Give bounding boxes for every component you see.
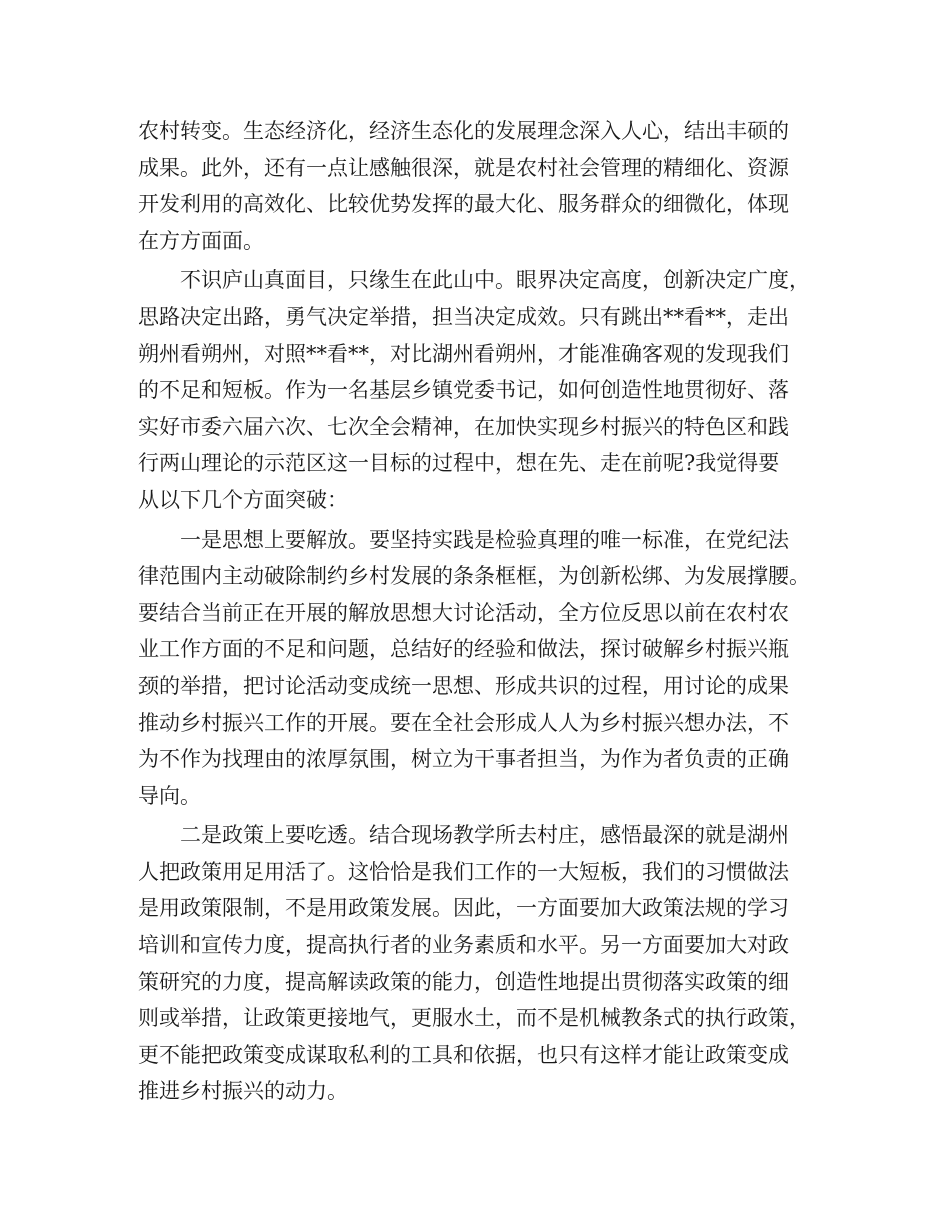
- paragraph-4: 二是政策上要吃透。结合现场教学所去村庄，感悟最深的就是湖州 人把政策用足用活了。这恰恰是我们工作的一大短板，我们的习惯做法 是用政策限制，不是用政策发展。因此，一方面要加大政策法规的学习 培训和宣传力度，提高执行者的业务素质和水平。另一方面要加大对政 策研究的力度，提高解读政策的能力，创造性地提出贯彻落实政策的细 则或举措，让政策更接地气，更服水土，而不是机械教条式的执行政策， 更不能把政策变成谋取私利的工具和依据，也只有这样才能让政策变成 推进乡村振兴的动力。: [138, 823, 810, 1104]
- paragraph-3: 一是思想上要解放。要坚持实践是检验真理的唯一标准，在党纪法 律范围内主动破除制约乡村发展的条条框框，为创新松绑、为发展撑腰。 要结合当前正在开展的解放思想大讨论活动，全方位反思以前在农村农 业工作方面的不足和问题，总结好的经验和做法，探讨破解乡村振兴瓶 颈的举措，把讨论活动变成统一思想、形成共识的过程，用讨论的成果 推动乡村振兴工作的开展。要在全社会形成人人为乡村振兴想办法，不 为不作为找理由的浓厚氛围，树立为干事者担当，为作为者负责的正确 导向。: [138, 527, 810, 808]
- paragraph-1: 农村转变。生态经济化，经济生态化的发展理念深入人心，结出丰硕的 成果。此外，还有一点让感触很深，就是农村社会管理的精细化、资源 开发利用的高效化、比较优势发挥的最大化、服务群众的细微化，体现 在方方面面。: [138, 119, 789, 253]
- document-body: [138, 113, 828, 1110]
- paragraph-2: 不识庐山真面目，只缘生在此山中。眼界决定高度，创新决定广度， 思路决定出路，勇气决定举措，担当决定成效。只有跳出**看**，走出 朔州看朔州，对照**看**，对比湖州看朔州，才能准确客观的发现我们 的不足和短板。作为一名基层乡镇党委书记，如何创造性地贯彻好、落 实好市委六届六次、七次全会精神，在加快实现乡村振兴的特色区和践 行两山理论的示范区这一目标的过程中，想在先、走在前呢?我觉得要 从以下几个方面突破：: [138, 268, 810, 512]
